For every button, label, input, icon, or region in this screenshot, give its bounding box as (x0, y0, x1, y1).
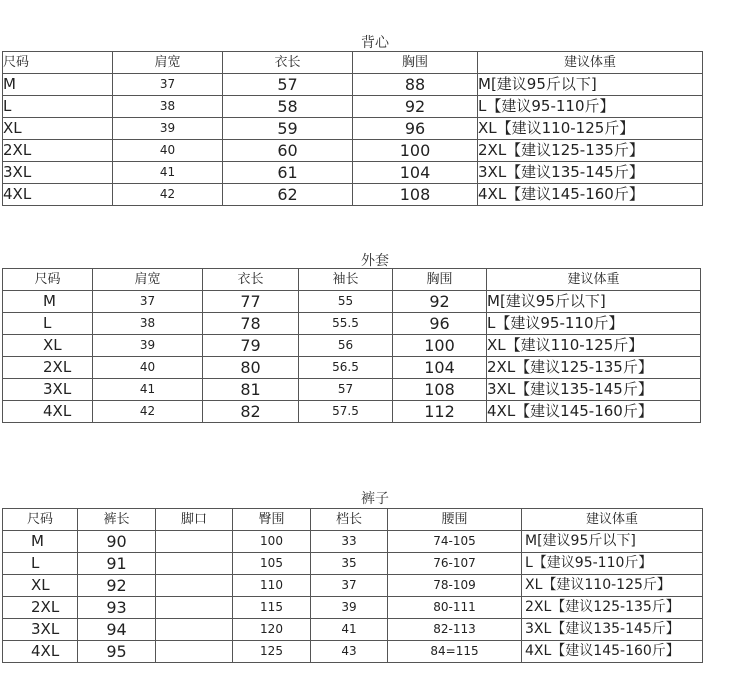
vest-size-table (2, 51, 703, 206)
data-cell: 96 (393, 313, 487, 335)
weight-cell: 2XL【建议125-135斤】 (478, 140, 703, 162)
data-cell: 100 (353, 140, 478, 162)
data-cell: 78-109 (388, 575, 522, 597)
size-cell: 4XL (3, 401, 93, 423)
weight-cell: M[建议95斤以下] (487, 291, 701, 313)
data-cell: 37 (113, 74, 223, 96)
size-cell: 2XL (3, 597, 78, 619)
table-header-row (3, 509, 703, 531)
header-cell: 建议体重 (478, 52, 703, 74)
header-cell: 裤长 (78, 509, 156, 531)
data-cell: 57 (223, 74, 353, 96)
data-cell: 93 (78, 597, 156, 619)
header-cell: 袖长 (299, 269, 393, 291)
weight-cell: 3XL【建议135-145斤】 (478, 162, 703, 184)
data-cell (156, 597, 233, 619)
header-cell: 臀围 (233, 509, 311, 531)
data-cell: 38 (113, 96, 223, 118)
table-row (3, 619, 703, 641)
data-cell: 105 (233, 553, 311, 575)
data-cell: 39 (113, 118, 223, 140)
weight-cell: M[建议95斤以下] (478, 74, 703, 96)
weight-cell: L【建议95-110斤】 (487, 313, 701, 335)
data-cell (156, 619, 233, 641)
data-cell: 33 (311, 531, 388, 553)
data-cell: 90 (78, 531, 156, 553)
data-cell: 80 (203, 357, 299, 379)
table-row (3, 357, 701, 379)
size-cell: 2XL (3, 357, 93, 379)
data-cell: 115 (233, 597, 311, 619)
data-cell: 58 (223, 96, 353, 118)
data-cell: 37 (311, 575, 388, 597)
data-cell: 104 (393, 357, 487, 379)
table-row (3, 140, 703, 162)
vest-table-title: 背心 (361, 35, 389, 51)
weight-cell: 2XL【建议125-135斤】 (522, 597, 703, 619)
table-row (3, 553, 703, 575)
data-cell: 92 (353, 96, 478, 118)
data-cell: 42 (93, 401, 203, 423)
header-cell: 胸围 (393, 269, 487, 291)
data-cell: 57.5 (299, 401, 393, 423)
data-cell: 55.5 (299, 313, 393, 335)
weight-cell: 4XL【建议145-160斤】 (487, 401, 701, 423)
table-row (3, 291, 701, 313)
table-row (3, 118, 703, 140)
size-cell: L (3, 553, 78, 575)
data-cell: 100 (233, 531, 311, 553)
data-cell: 41 (113, 162, 223, 184)
data-cell: 43 (311, 641, 388, 663)
data-cell: 40 (93, 357, 203, 379)
data-cell: 39 (311, 597, 388, 619)
table-row (3, 401, 701, 423)
weight-cell: 4XL【建议145-160斤】 (522, 641, 703, 663)
jacket-table-title: 外套 (361, 253, 389, 269)
data-cell: 82-113 (388, 619, 522, 641)
table-row (3, 96, 703, 118)
size-cell: 2XL (3, 140, 113, 162)
data-cell: 95 (78, 641, 156, 663)
data-cell (156, 531, 233, 553)
data-cell: 92 (78, 575, 156, 597)
pants-size-table (2, 508, 703, 663)
weight-cell: XL【建议110-125斤】 (487, 335, 701, 357)
data-cell: 94 (78, 619, 156, 641)
data-cell: 41 (93, 379, 203, 401)
pants-table-title: 裤子 (361, 491, 389, 507)
data-cell (156, 553, 233, 575)
weight-cell: M[建议95斤以下] (522, 531, 703, 553)
data-cell: 81 (203, 379, 299, 401)
table-row (3, 162, 703, 184)
weight-cell: 3XL【建议135-145斤】 (522, 619, 703, 641)
header-cell: 腰围 (388, 509, 522, 531)
data-cell: 35 (311, 553, 388, 575)
data-cell: 108 (393, 379, 487, 401)
table-row (3, 597, 703, 619)
data-cell: 78 (203, 313, 299, 335)
data-cell: 80-111 (388, 597, 522, 619)
data-cell: 40 (113, 140, 223, 162)
header-cell: 档长 (311, 509, 388, 531)
header-cell: 尺码 (3, 52, 113, 74)
data-cell: 62 (223, 184, 353, 206)
data-cell: 108 (353, 184, 478, 206)
table-row (3, 641, 703, 663)
data-cell: 91 (78, 553, 156, 575)
data-cell (156, 641, 233, 663)
data-cell: 74-105 (388, 531, 522, 553)
size-cell: M (3, 531, 78, 553)
header-cell: 尺码 (3, 509, 78, 531)
data-cell: 60 (223, 140, 353, 162)
table-header-row (3, 52, 703, 74)
data-cell: 38 (93, 313, 203, 335)
weight-cell: 3XL【建议135-145斤】 (487, 379, 701, 401)
weight-cell: L【建议95-110斤】 (522, 553, 703, 575)
data-cell: 76-107 (388, 553, 522, 575)
data-cell: 100 (393, 335, 487, 357)
weight-cell: 4XL【建议145-160斤】 (478, 184, 703, 206)
jacket-size-table (2, 268, 701, 423)
table-row (3, 575, 703, 597)
data-cell: 57 (299, 379, 393, 401)
data-cell: 92 (393, 291, 487, 313)
table-row (3, 531, 703, 553)
header-cell: 建议体重 (487, 269, 701, 291)
header-cell: 衣长 (203, 269, 299, 291)
table-row (3, 313, 701, 335)
table-row (3, 184, 703, 206)
size-cell: L (3, 96, 113, 118)
data-cell: 82 (203, 401, 299, 423)
table-row (3, 379, 701, 401)
size-cell: 4XL (3, 641, 78, 663)
header-cell: 肩宽 (113, 52, 223, 74)
header-cell: 肩宽 (93, 269, 203, 291)
weight-cell: XL【建议110-125斤】 (522, 575, 703, 597)
weight-cell: 2XL【建议125-135斤】 (487, 357, 701, 379)
table-header-row (3, 269, 701, 291)
weight-cell: XL【建议110-125斤】 (478, 118, 703, 140)
table-row (3, 74, 703, 96)
size-cell: XL (3, 335, 93, 357)
data-cell: 56.5 (299, 357, 393, 379)
header-cell: 脚口 (156, 509, 233, 531)
size-cell: 4XL (3, 184, 113, 206)
data-cell: 88 (353, 74, 478, 96)
header-cell: 胸围 (353, 52, 478, 74)
weight-cell: L【建议95-110斤】 (478, 96, 703, 118)
size-cell: 3XL (3, 162, 113, 184)
data-cell: 61 (223, 162, 353, 184)
data-cell: 110 (233, 575, 311, 597)
size-cell: XL (3, 575, 78, 597)
data-cell: 104 (353, 162, 478, 184)
size-cell: M (3, 74, 113, 96)
data-cell: 96 (353, 118, 478, 140)
size-cell: M (3, 291, 93, 313)
data-cell: 112 (393, 401, 487, 423)
data-cell: 56 (299, 335, 393, 357)
data-cell: 120 (233, 619, 311, 641)
header-cell: 建议体重 (522, 509, 703, 531)
size-cell: 3XL (3, 619, 78, 641)
header-cell: 尺码 (3, 269, 93, 291)
data-cell: 42 (113, 184, 223, 206)
table-row (3, 335, 701, 357)
size-cell: XL (3, 118, 113, 140)
size-cell: 3XL (3, 379, 93, 401)
data-cell (156, 575, 233, 597)
data-cell: 125 (233, 641, 311, 663)
header-cell: 衣长 (223, 52, 353, 74)
data-cell: 84=115 (388, 641, 522, 663)
data-cell: 79 (203, 335, 299, 357)
data-cell: 59 (223, 118, 353, 140)
data-cell: 39 (93, 335, 203, 357)
data-cell: 77 (203, 291, 299, 313)
data-cell: 37 (93, 291, 203, 313)
data-cell: 41 (311, 619, 388, 641)
data-cell: 55 (299, 291, 393, 313)
size-cell: L (3, 313, 93, 335)
